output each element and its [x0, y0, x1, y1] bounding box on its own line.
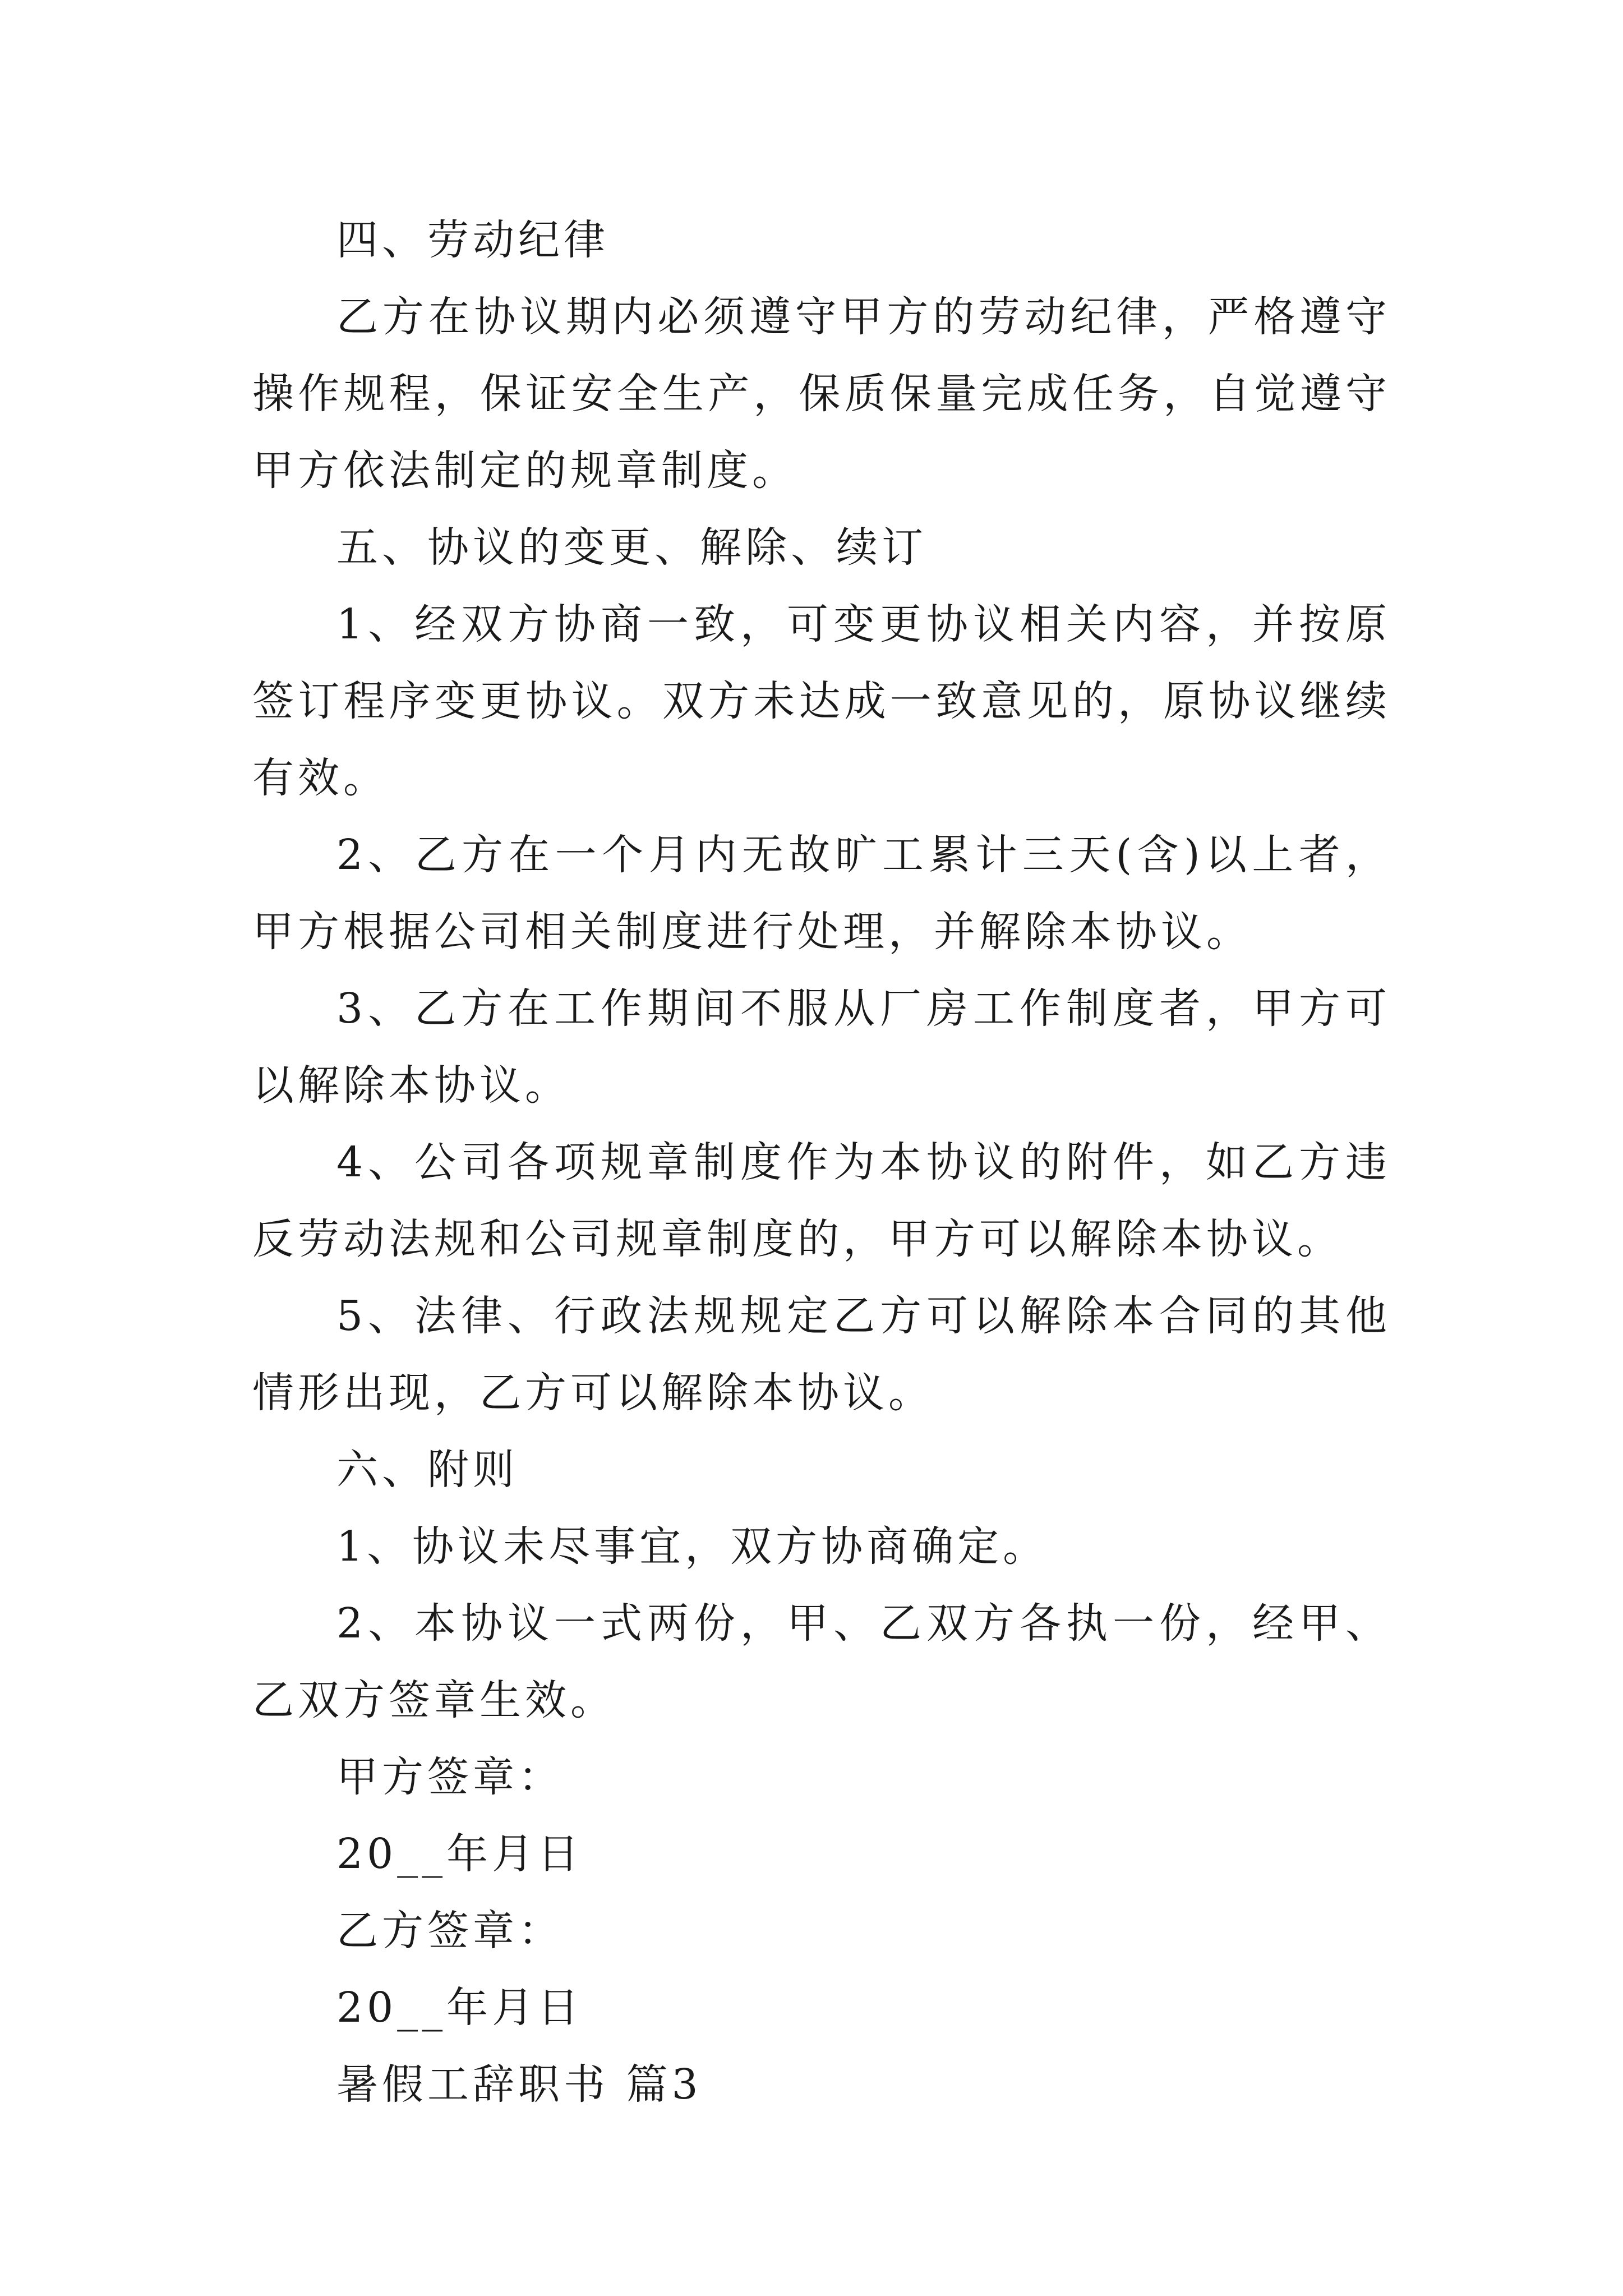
- party-b-date: 20__年月日: [336, 1984, 583, 2032]
- clause-1-modification: 1、经双方协商一致，可变更协议相关内容，并按原签订程序变更协议。双方未达成一致意见的，原协议继续有效。: [252, 600, 1391, 802]
- party-a-signature-label: 甲方签章：: [336, 1753, 564, 1801]
- clause-2-absence: 2、乙方在一个月内无故旷工累计三天(含)以上者，甲方根据公司相关制度进行处理，并解除本协议。: [252, 831, 1391, 956]
- party-b-signature-label: 乙方签章：: [336, 1907, 564, 1955]
- clause-5-legal-termination: 5、法律、行政法规规定乙方可以解除本合同的其他情形出现，乙方可以解除本协议。: [252, 1292, 1391, 1417]
- supplementary-clause-2: 2、本协议一式两份，甲、乙双方各执一份，经甲、乙双方签章生效。: [252, 1599, 1391, 1724]
- document-body: [252, 202, 1391, 2123]
- paragraph-labor-discipline: 乙方在协议期内必须遵守甲方的劳动纪律，严格遵守操作规程，保证安全生产，保质保量完成任务，自觉遵守甲方依法制定的规章制度。: [252, 293, 1391, 495]
- section-heading-supplementary: 六、附则: [336, 1446, 518, 1494]
- party-a-date: 20__年月日: [336, 1830, 583, 1878]
- next-section-title: 暑假工辞职书 篇3: [336, 2060, 702, 2109]
- clause-4-company-rules: 4、公司各项规章制度作为本协议的附件，如乙方违反劳动法规和公司规章制度的，甲方可以解除本协议。: [252, 1138, 1391, 1263]
- supplementary-clause-1: 1、协议未尽事宜，双方协商确定。: [336, 1522, 1049, 1571]
- section-heading-labor-discipline: 四、劳动纪律: [336, 216, 609, 264]
- clause-3-noncompliance: 3、乙方在工作期间不服从厂房工作制度者，甲方可以解除本协议。: [252, 984, 1391, 1110]
- section-heading-agreement-changes: 五、协议的变更、解除、续订: [336, 523, 927, 572]
